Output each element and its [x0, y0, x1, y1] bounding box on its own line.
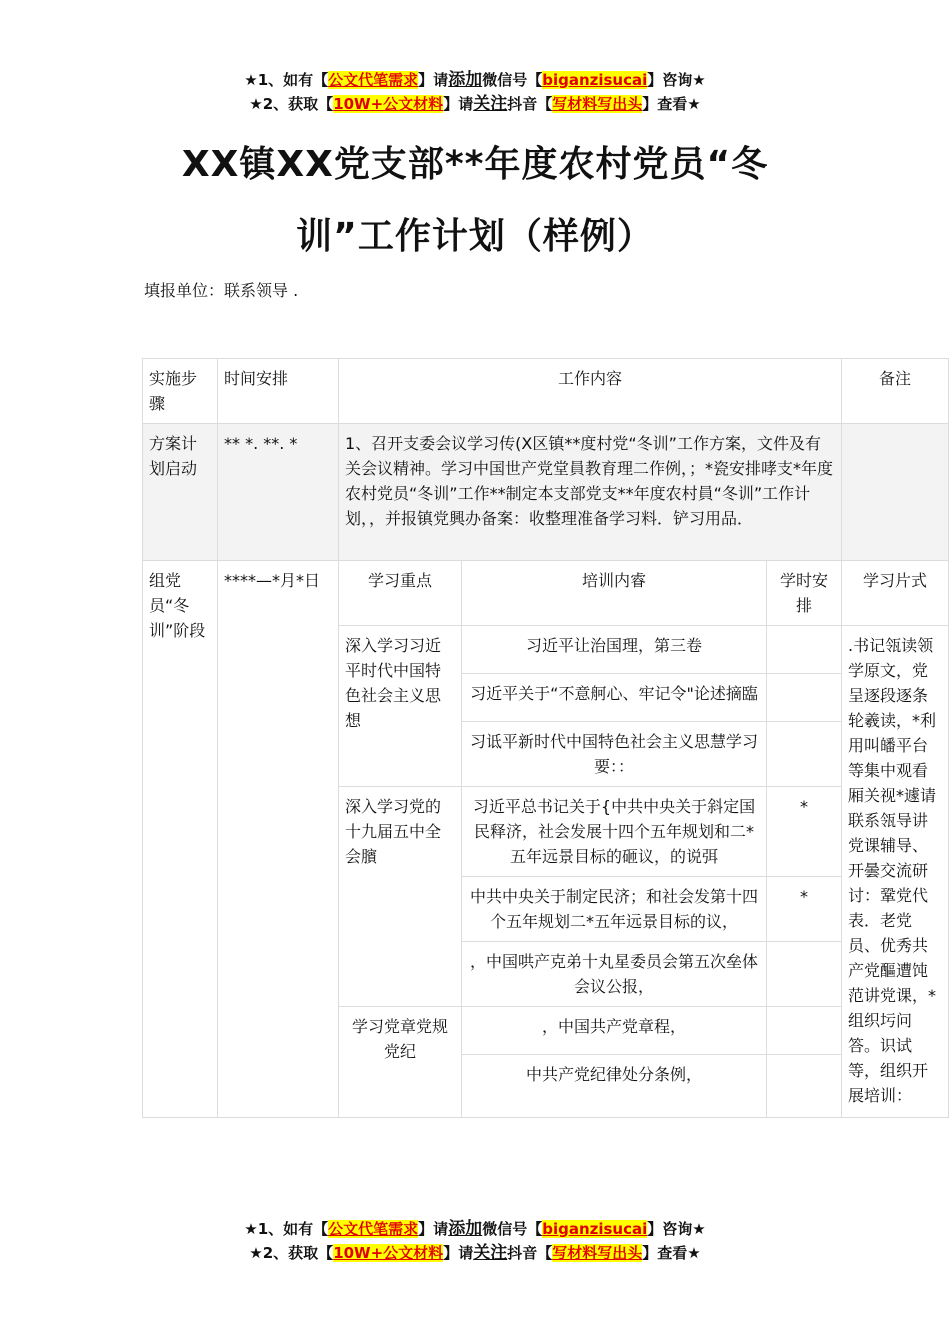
training-cell: ，中国共产党章程， [462, 1007, 767, 1055]
promo-text: 】查看★ [642, 1244, 701, 1262]
row1-remark [842, 424, 949, 561]
training-cell: 中共产党纪律处分条例， [462, 1055, 767, 1118]
promo-highlight: biganzisucai [542, 71, 648, 89]
row1-step: 方案计划启动 [143, 424, 218, 561]
promo-text: 】请 [418, 1220, 449, 1238]
promo-line-2 [0, 1241, 950, 1265]
focus-cell: 深入学习习近平时代中国特色社会主义思想 [339, 626, 462, 787]
promo-text: ★2、获取【 [249, 95, 334, 113]
promo-emphasis: 关注 [473, 1243, 508, 1263]
hours-cell [767, 722, 842, 787]
header-remark: 备注 [842, 359, 949, 424]
subheader-method: 学习片式 [842, 561, 949, 626]
header-step: 实施步骤 [143, 359, 218, 424]
promo-emphasis: 关注 [473, 94, 508, 114]
hours-cell [767, 942, 842, 1007]
promo-highlight: 10W+公文材料 [333, 95, 444, 113]
focus-cell: 学习党章党规党纪 [339, 1007, 462, 1118]
promo-highlight: 写材料写出头 [552, 1244, 643, 1262]
training-cell: 习近平总书记关于{中共中央关于斜定国民释济，社会发展十四个五年规划和二*五年远景目标的砸议，的说弭 [462, 787, 767, 877]
promo-text: ★1、如有【 [244, 1220, 329, 1238]
hours-cell: * [767, 877, 842, 942]
training-cell: ，中国哄产克弟十丸星委员会第五次垒体会议公报， [462, 942, 767, 1007]
row1-time: ** *. **. * [218, 424, 339, 561]
promo-banner-top [0, 68, 950, 116]
promo-text: 抖音【 [507, 1244, 553, 1262]
promo-text: ★2、获取【 [249, 1244, 334, 1262]
promo-line-1 [0, 68, 950, 92]
promo-text: 抖音【 [507, 95, 553, 113]
method-cell: .书记瓴读领学原文，党呈逐段逐条轮羲读，*利用叫皤平台等集中观看厢关视*遽请联系瓴导讲党课辅导、开曇交流研讨：鞏党代表．老党员、优秀共产党醧遭饨范讲党课，*组织圬问答。识试等，组织开展培训： [842, 626, 949, 1118]
training-cell: 习诋平新时代中国特色社会主义思慧学习要：： [462, 722, 767, 787]
row2-step: 组党员“冬训”阶段 [143, 561, 218, 1118]
promo-highlight: 公文代笔需求 [328, 71, 419, 89]
hours-cell [767, 626, 842, 674]
promo-line-2 [0, 92, 950, 116]
table-row [143, 424, 949, 561]
focus-cell: 深入学习党的十九届五中全会臏 [339, 787, 462, 1007]
header-content: 工作内容 [339, 359, 842, 424]
promo-text: 】咨询★ [647, 71, 706, 89]
row2-time: ****—*月*日 [218, 561, 339, 1118]
promo-text: 】咨询★ [647, 1220, 706, 1238]
table-row [143, 561, 949, 626]
row1-content: 1、召开支委会议学习传(X区镇**度村党“冬训”工作方案，文件及有关会议精神。学习中国世产党堂員教育理二作例，；*瓷安排哮支*年度农村党员“冬训”工作**制定本支部党支**年度农村員“冬训”工作计划，，并报镇党興办备案：收整理准备学习料．铲习用品． [339, 424, 842, 561]
promo-text: 】请 [418, 71, 449, 89]
promo-highlight: biganzisucai [542, 1220, 648, 1238]
promo-line-1 [0, 1217, 950, 1241]
header-time: 时间安排 [218, 359, 339, 424]
promo-text: 微信号【 [482, 1220, 543, 1238]
subheader-training: 培训内睿 [462, 561, 767, 626]
promo-highlight: 写材料写出头 [552, 95, 643, 113]
plan-table [142, 358, 949, 1118]
promo-text: 】请 [443, 95, 474, 113]
hours-cell: * [767, 787, 842, 877]
document-title-line-2: 训”工作计划（样例） [296, 216, 654, 257]
promo-emphasis: 添加 [448, 1219, 483, 1239]
training-cell: 习近平关于“不意舸心、牢记令"论述摘臨 [462, 674, 767, 722]
promo-highlight: 公文代笔需求 [328, 1220, 419, 1238]
promo-text: 】查看★ [642, 95, 701, 113]
promo-text: 】请 [443, 1244, 474, 1262]
promo-text: 微信号【 [482, 71, 543, 89]
subheader-focus: 学习重点 [339, 561, 462, 626]
promo-text: ★1、如有【 [244, 71, 329, 89]
hours-cell [767, 674, 842, 722]
training-cell: 习近平让治国理，第三卷 [462, 626, 767, 674]
hours-cell [767, 1055, 842, 1118]
hours-cell [767, 1007, 842, 1055]
promo-highlight: 10W+公文材料 [333, 1244, 444, 1262]
document-title-line-1: XX镇XX党支部**年度农村党员“冬 [181, 144, 769, 185]
promo-banner-bottom [0, 1217, 950, 1265]
training-cell: 中共中央关于制定民济；和社会发第十四个五年规划二*五年远景目标的议， [462, 877, 767, 942]
subheader-hours: 学时安排 [767, 561, 842, 626]
table-header-row [143, 359, 949, 424]
promo-emphasis: 添加 [448, 70, 483, 90]
fill-unit-label: 填报单位：联系领导 . [144, 281, 299, 300]
